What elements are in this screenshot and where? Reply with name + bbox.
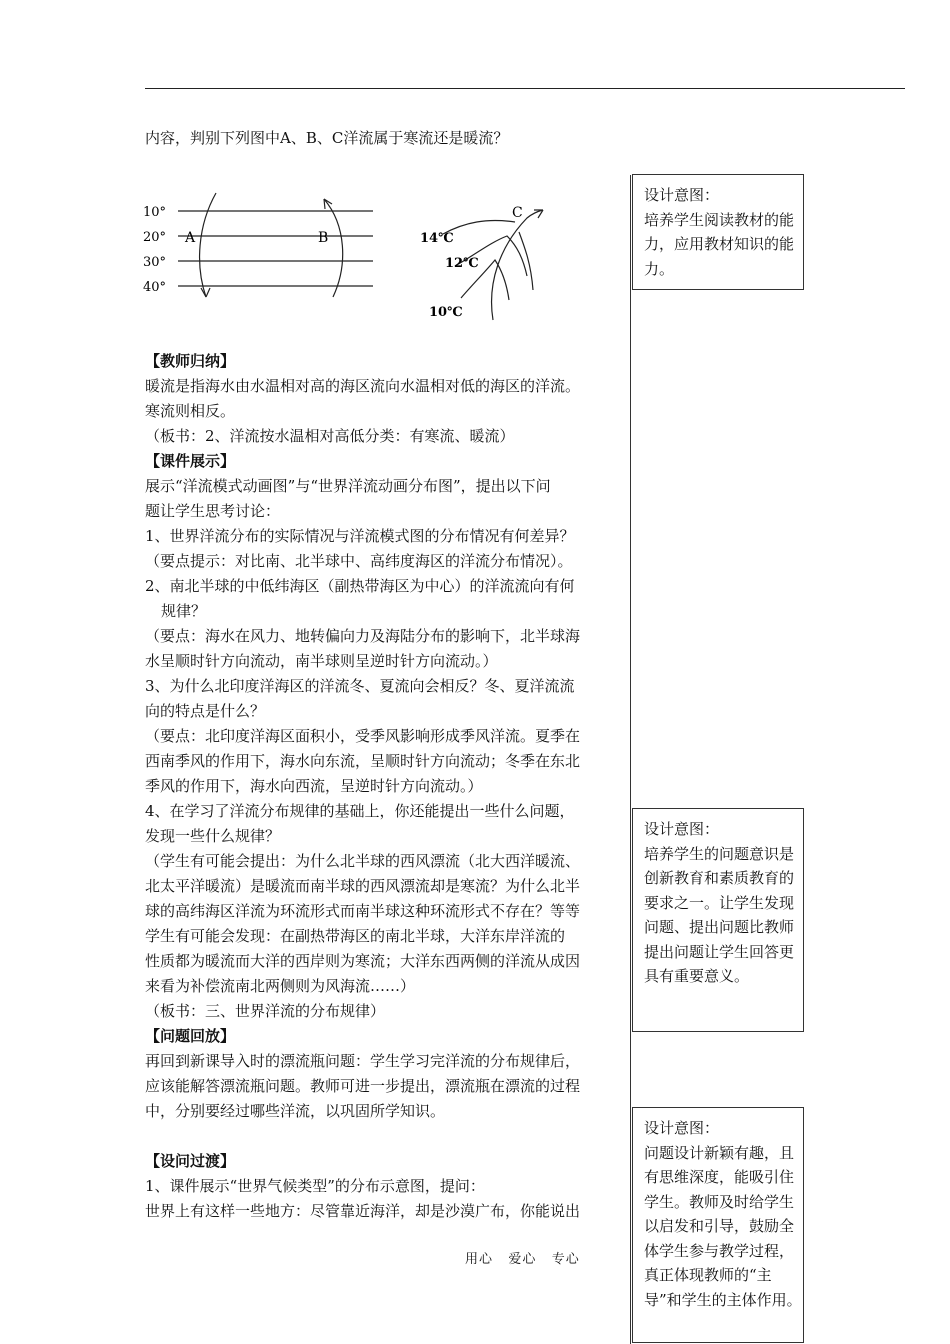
page-footer: 用心 爱心 专心 [465, 1252, 580, 1267]
figure-currents-ab [140, 185, 390, 310]
body-line: 季风的作用下，海水向西流，呈逆时针方向流动。） [145, 777, 483, 795]
design-intent-box-1 [632, 174, 804, 290]
body-line: 1、世界洋流分布的实际情况与洋流模式图的分布情况有何差异？ [145, 527, 575, 545]
current-label-c: C [512, 205, 523, 221]
body-line: 3、为什么北印度洋海区的洋流冬、夏流向会相反？冬、夏洋流流 [145, 677, 575, 695]
body-line: （学生有可能会提出：为什么北半球的西风漂流（北大西洋暖流、 [145, 852, 581, 870]
body-line: （板书：三、世界洋流的分布规律） [145, 1002, 386, 1020]
body-line: 2、南北半球的中低纬海区（副热带海区为中心）的洋流流向有何 [145, 577, 575, 595]
intro-text: 内容，判别下列图中A、B、C洋流属于寒流还是暖流？ [145, 129, 509, 147]
body-line: 性质都为暖流而大洋的西岸则为寒流；大洋东西两侧的洋流从成因 [145, 952, 581, 970]
design-intent-box-2 [632, 808, 804, 1032]
main-body [145, 349, 632, 1224]
design-intent-body: 培养学生阅读教材的能力，应用教材知识的能力。 [644, 210, 795, 278]
design-intent-body: 问题设计新颖有趣，且有思维深度，能吸引住学生。教师及时给学生以启发和引导，鼓励全体学生参与教学过程，真正体现教师的“主导”和学生的主体作用。 [644, 1143, 802, 1309]
figure-current-c [415, 198, 555, 323]
header-rule [145, 88, 905, 89]
body-line: 来看为补偿流南北两侧则为风海流……） [145, 977, 416, 995]
heading-teacher-summary: 【教师归纳】 [145, 352, 236, 370]
body-line: 寒流则相反。 [145, 402, 236, 420]
body-line: （要点：海水在风力、地转偏向力及海陆分布的影响下，北半球海 [145, 627, 581, 645]
lat-label-30: 30° [143, 255, 167, 270]
design-intent-body: 培养学生的问题意识是创新教育和素质教育的要求之一。让学生发现问题、提出问题比教师提出问题让学生回答更具有重要意义。 [644, 844, 795, 985]
lat-label-10: 10° [143, 205, 167, 220]
current-label-a: A [185, 230, 196, 246]
isotherm-10: 10℃ [429, 305, 463, 320]
body-line: 发现一些什么规律？ [145, 827, 281, 845]
body-line: 再回到新课导入时的漂流瓶问题：学生学习完洋流的分布规律后， [145, 1052, 581, 1070]
body-line: （板书：2、洋流按水温相对高低分类：有寒流、暖流） [145, 427, 515, 445]
heading-transition: 【设问过渡】 [145, 1152, 236, 1170]
body-line: 西南季风的作用下，海水向东流，呈顺时针方向流动；冬季在东北 [145, 752, 581, 770]
design-intent-box-3 [632, 1107, 804, 1343]
body-line: （要点：北印度洋海区面积小，受季风影响形成季风洋流。夏季在 [145, 727, 581, 745]
body-line: 展示“洋流模式动画图”与“世界洋流动画分布图”，提出以下问 [145, 477, 551, 495]
body-line: 暖流是指海水由水温相对高的海区流向水温相对低的海区的洋流。 [145, 377, 581, 395]
body-line: 中，分别要经过哪些洋流，以巩固所学知识。 [145, 1102, 446, 1120]
body-line: 向的特点是什么？ [145, 702, 266, 720]
body-line: 水呈顺时针方向流动，南半球则呈逆时针方向流动。） [145, 652, 498, 670]
heading-courseware: 【课件展示】 [145, 452, 236, 470]
body-line: 题让学生思考讨论： [145, 502, 281, 520]
body-line: 规律？ [161, 602, 207, 620]
heading-review: 【问题回放】 [145, 1027, 236, 1045]
body-line: 世界上有这样一些地方：尽管靠近海洋，却是沙漠广布，你能说出 [145, 1202, 581, 1220]
body-line: 北太平洋暖流）是暖流而南半球的西风漂流却是寒流？为什么北半 [145, 877, 581, 895]
current-label-b: B [318, 230, 329, 246]
design-intent-title: 设计意图： [644, 820, 720, 838]
design-intent-title: 设计意图： [644, 1119, 720, 1137]
body-line: 球的高纬海区洋流为环流形式而南半球这种环流形式不存在？等等 [145, 902, 581, 920]
isotherm-14: 14℃ [420, 231, 454, 246]
lat-label-40: 40° [143, 280, 167, 295]
body-line: （要点提示：对比南、北半球中、高纬度海区的洋流分布情况）。 [145, 552, 573, 570]
lat-label-20: 20° [143, 230, 167, 245]
body-line: 学生有可能会发现：在副热带海区的南北半球，大洋东岸洋流的 [145, 927, 566, 945]
design-intent-title: 设计意图： [644, 186, 720, 204]
body-line: 1、课件展示“世界气候类型”的分布示意图，提问： [145, 1177, 485, 1195]
isotherm-12: 12℃ [445, 256, 479, 271]
body-line: 4、在学习了洋流分布规律的基础上，你还能提出一些什么问题， [145, 802, 575, 820]
body-line: 应该能解答漂流瓶问题。教师可进一步提出，漂流瓶在漂流的过程 [145, 1077, 581, 1095]
